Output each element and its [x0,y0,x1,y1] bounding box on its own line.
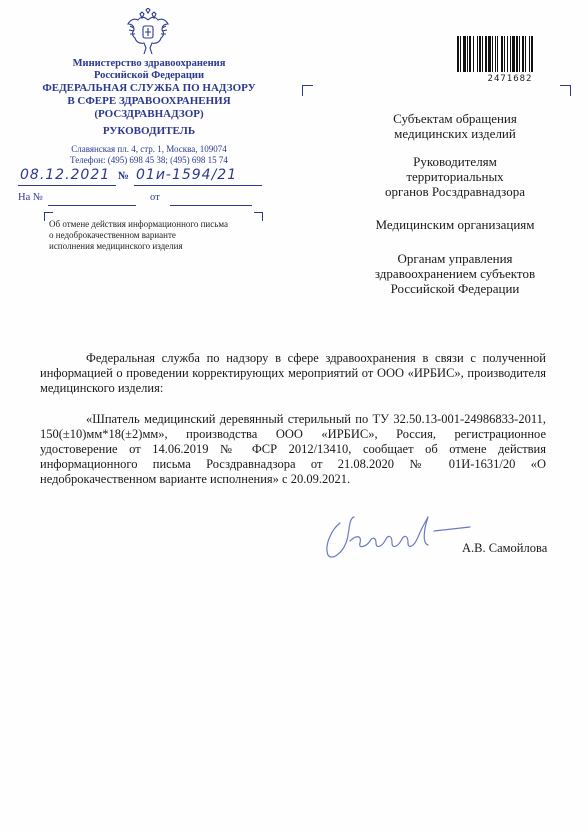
barcode-bar [510,36,511,72]
body-paragraph-1: Федеральная служба по надзору в сфере здравоохранения в связи с полученной информацией о проведении корректирующих мероприятий от ООО «ИРБИС», производителя медицинского изделия: [40,351,546,395]
barcode-bar [469,36,471,72]
barcode-bar [482,36,483,72]
on-label: На № [18,192,43,203]
barcode-bar [463,36,466,72]
number-sign: № [118,170,130,182]
barcode-bar [473,36,474,72]
registration-number: 01и-1594/21 [136,167,238,183]
barcode-bar [512,36,515,72]
signatory-name: А.В. Самойлова [462,541,548,555]
barcode-bar [477,36,478,72]
barcode-bar [467,36,468,72]
barcode-bar [495,36,496,72]
reference-row [18,192,43,203]
subject-line: Об отмене действия информационного письма о недоброкачественном варианте исполнения медицинского изделия [49,219,228,251]
barcode-bar [516,36,518,72]
barcode-bar [531,36,533,72]
ministry-name: Министерство здравоохранения Российской Федерации [72,58,226,81]
russian-coat-of-arms-icon [126,8,170,56]
body-paragraph-2: «Шпатель медицинский деревянный стерильный по ТУ 32.50.13-001-24986833-2011, 150(±10)мм*18(±2)мм», производства ООО «ИРБИС», Россия, регистрационное удостоверение от 14.06.2019 № ФСР 2012/13410, сообщает об отмене действия информационного письма Росздравнадзора от 21.08.2020 № 01И-1631/20 «О недоброкачественном варианте исполнения» с 20.09.2021. [40,412,546,486]
barcode-bar [497,36,498,72]
barcode-bar [507,36,508,72]
barcode-bar [479,36,481,72]
address-block: Славянская пл. 4, стр. 1, Москва, 109074 Телефон: (495) 698 45 38; (495) 698 15 74 [70,144,228,165]
head-title: РУКОВОДИТЕЛЬ [102,125,196,137]
handwritten-signature [310,505,480,565]
recipient-2: Руководителям территориальных органов Росздравнадзора [384,154,526,199]
barcode-bar [522,36,524,72]
barcode [455,36,565,72]
barcode-bar [485,36,487,72]
barcode-bar [492,36,493,72]
barcode-bar [525,36,526,72]
from-label: от [150,192,160,203]
barcode-bar [460,36,461,72]
barcode-bar [504,36,505,72]
registration-date: 08.12.2021 [20,167,111,183]
barcode-number: 2471682 [487,74,533,84]
recipient-1: Субъектам обращения медицинских изделий [393,111,517,141]
barcode-bar [488,36,491,72]
barcode-bar [519,36,520,72]
agency-name: ФЕДЕРАЛЬНАЯ СЛУЖБА ПО НАДЗОРУ В СФЕРЕ ЗДРАВООХРАНЕНИЯ (РОСЗДРАВНАДЗОР) [42,82,256,120]
barcode-bar [457,36,459,72]
barcode-bar [501,36,503,72]
barcode-bar [529,36,530,72]
recipient-3: Медицинским организациям [375,217,535,232]
recipient-4: Органам управления здравоохранением субъектов Российской Федерации [374,251,536,296]
